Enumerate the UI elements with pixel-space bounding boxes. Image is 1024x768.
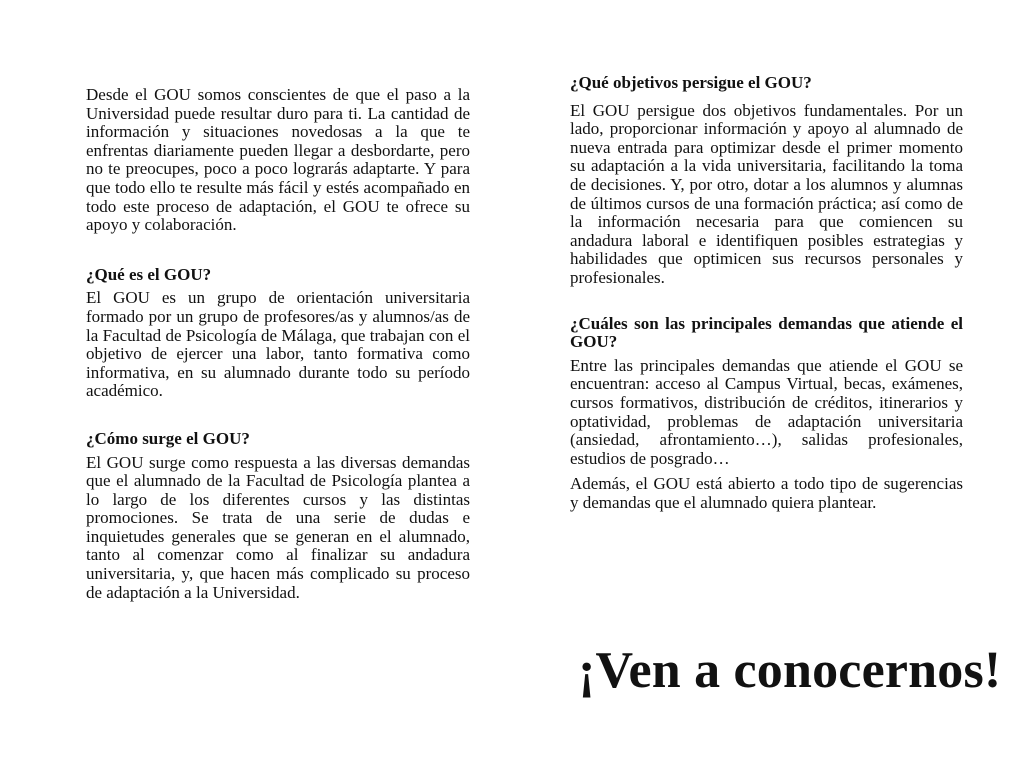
section-gou-objectives: [570, 74, 963, 288]
section-extra-paragraph: Además, el GOU está abierto a todo tipo de sugerencias y demandas que el alumnado quiera plantear.: [570, 474, 963, 512]
left-column: [86, 86, 470, 631]
section-body: El GOU surge como respuesta a las diversas demandas que el alumnado de la Facultad de Psicología plantea a lo largo de los diferentes cursos y las distintas promociones. Se trata de una serie de dudas e inquietudes generales que se generan en el alumnado, tanto al comenzar como al finalizar su andadura universitaria, y, que hacen más complicado su proceso de adaptación a la Universidad.: [86, 452, 470, 602]
section-body: El GOU es un grupo de orientación universitaria formado por un grupo de profesores/as y alumnos/as de la Facultad de Psicología de Málaga, que trabajan con el objetivo de ejercer una labor, tanto formativa como informativa, en su alumnado durante todo su período académico.: [86, 288, 470, 401]
section-heading: ¿Qué es el GOU?: [86, 264, 212, 284]
section-body: Entre las principales demandas que atiende el GOU se encuentran: acceso al Campus Virtual, becas, exámenes, cursos formativos, distribución de créditos, itinerarios y optatividad, problemas de adaptación universitaria (ansiedad, afrontamiento…), salidas profesionales, estudios de posgrado…: [570, 355, 963, 468]
closing-slogan: ¡Ven a conocernos!: [578, 642, 1002, 699]
section-body: El GOU persigue dos objetivos fundamentales. Por un lado, proporcionar información y apoyo al alumnado de nueva entrada para optimizar desde el primer momento su adaptación a la vida universitaria, facilitando la toma de decisiones. Y, por otro, dotar a los alumnos y alumnas de últimos cursos de una formación práctica; así como de la información necesaria para que comiencen su andadura laboral e identifiquen posibles estrategias y habilidades que optimicen sus recursos personales y profesionales.: [570, 100, 963, 287]
section-what-is-gou: [86, 266, 470, 401]
section-heading: ¿Qué objetivos persigue el GOU?: [570, 73, 812, 92]
section-heading: ¿Cómo surge el GOU?: [86, 428, 250, 448]
intro-paragraph: Desde el GOU somos conscientes de que el paso a la Universidad puede resultar duro para ti. La cantidad de información y situaciones novedosas a la que te enfrentas diariamente pueden llegar a desbordarte, pero no te preocupes, poco a poco lograrás adaptarte. Y para que todo ello te resulte más fácil y estés acompañado en todo este proceso de adaptación, el GOU te ofrece su apoyo y colaboración.: [86, 85, 470, 235]
section-how-gou-started: [86, 430, 470, 602]
section-gou-demands: [570, 315, 963, 513]
section-heading: ¿Cuáles son las principales demandas que atiende el GOU?: [570, 313, 963, 352]
right-column: [570, 74, 963, 512]
